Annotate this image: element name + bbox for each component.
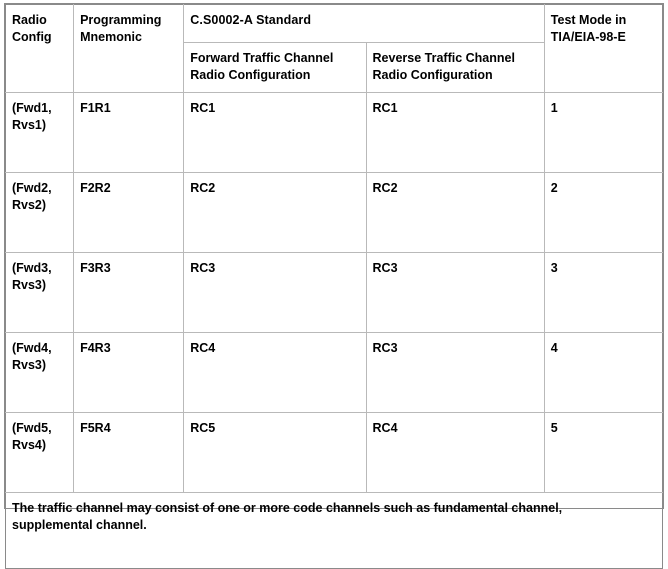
table-row — [6, 93, 663, 173]
cell-mnemonic: F4R3 — [74, 333, 184, 413]
header-programming-mnemonic-line2: Mnemonic — [80, 29, 142, 44]
cell-forward-rc: RC4 — [184, 333, 366, 413]
cell-reverse-rc: RC1 — [366, 93, 544, 173]
cell-test-mode: 3 — [544, 253, 662, 333]
cell-radio-config-line2: Rvs2) — [12, 197, 47, 212]
cell-radio-config-line2: Rvs1) — [12, 117, 47, 132]
cell-radio-config-line1: (Fwd3, — [12, 261, 52, 275]
cell-mnemonic: F3R3 — [74, 253, 184, 333]
table-row — [6, 253, 663, 333]
footnote-line1: The traffic channel may consist of one or more code channels such as fundamental channel, — [12, 501, 563, 515]
cell-test-mode: 5 — [544, 413, 662, 493]
header-forward-line2: Radio Configuration — [190, 67, 311, 82]
header-radio-config-line1: Radio — [12, 13, 47, 27]
cell-radio-config-line2: Rvs3) — [12, 357, 47, 372]
header-programming-mnemonic-line1: Programming — [80, 13, 162, 27]
spec-table-container — [4, 3, 664, 532]
footnote-line2: supplemental channel. — [12, 517, 147, 532]
cell-forward-rc: RC5 — [184, 413, 366, 493]
table-row — [6, 333, 663, 413]
radio-configuration-table — [5, 4, 663, 569]
cell-reverse-rc: RC3 — [366, 253, 544, 333]
header-reverse-line1: Reverse Traffic Channel — [372, 51, 515, 65]
cell-test-mode: 2 — [544, 173, 662, 253]
cell-mnemonic: F5R4 — [74, 413, 184, 493]
header-test-mode — [544, 5, 662, 93]
cell-test-mode: 1 — [544, 93, 662, 173]
cell-forward-rc: RC2 — [184, 173, 366, 253]
cell-forward-rc: RC1 — [184, 93, 366, 173]
header-radio-config-line2: Config — [12, 29, 52, 44]
cell-radio-config — [6, 413, 74, 493]
table-row — [6, 413, 663, 493]
cell-radio-config-line2: Rvs4) — [12, 437, 47, 452]
cell-mnemonic: F1R1 — [74, 93, 184, 173]
cell-radio-config-line2: Rvs3) — [12, 277, 47, 292]
header-test-mode-line2: TIA/EIA-98-E — [550, 29, 626, 44]
header-standard-group: C.S0002-A Standard — [184, 5, 545, 43]
cell-radio-config-line1: (Fwd1, — [12, 101, 52, 115]
table-footnote — [6, 493, 663, 569]
table-row — [6, 173, 663, 253]
cell-test-mode: 4 — [544, 333, 662, 413]
header-test-mode-line1: Test Mode in — [550, 13, 627, 27]
cell-radio-config — [6, 253, 74, 333]
cell-radio-config-line1: (Fwd4, — [12, 341, 52, 355]
header-reverse-traffic-channel — [366, 43, 544, 93]
cell-radio-config — [6, 173, 74, 253]
cell-radio-config — [6, 93, 74, 173]
cell-forward-rc: RC3 — [184, 253, 366, 333]
header-programming-mnemonic — [74, 5, 184, 93]
cell-reverse-rc: RC2 — [366, 173, 544, 253]
cell-radio-config — [6, 333, 74, 413]
table-footnote-row — [6, 493, 663, 569]
cell-radio-config-line1: (Fwd2, — [12, 181, 52, 195]
header-reverse-line2: Radio Configuration — [372, 67, 493, 82]
cell-mnemonic: F2R2 — [74, 173, 184, 253]
cell-radio-config-line1: (Fwd5, — [12, 421, 52, 435]
cell-reverse-rc: RC4 — [366, 413, 544, 493]
header-radio-config — [6, 5, 74, 93]
header-forward-line1: Forward Traffic Channel — [190, 51, 334, 65]
header-forward-traffic-channel — [184, 43, 366, 93]
table-header-top-row — [6, 5, 663, 43]
cell-reverse-rc: RC3 — [366, 333, 544, 413]
